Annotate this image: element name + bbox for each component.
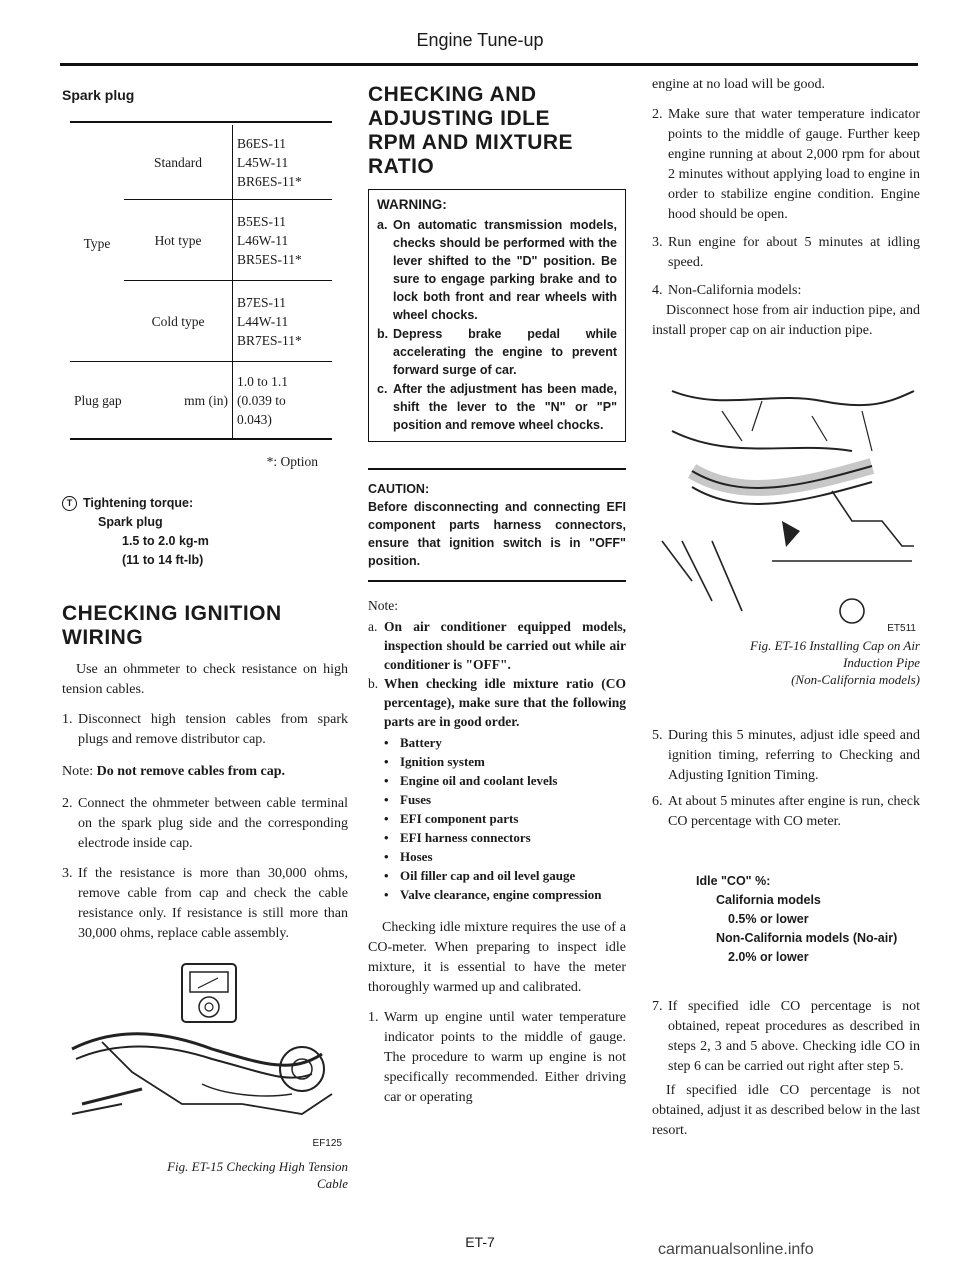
watermark: carmanualsonline.info	[658, 1241, 814, 1258]
value: B7ES-11	[237, 294, 287, 310]
co-meter-paragraph: Checking idle mixture requires the use of a CO-meter. When preparing to inspect idle mixture, it is essential to have the meter thoroughly warmed up and calibrated.	[368, 920, 626, 995]
heading-line: CHECKING IGNITION	[62, 602, 282, 625]
step-number: 1.	[368, 1010, 379, 1025]
list-item: • Ignition system	[384, 754, 485, 769]
value: L46W-11	[237, 232, 289, 248]
warning-item	[377, 380, 617, 434]
idle-heading	[368, 83, 626, 179]
ignition-heading	[62, 602, 348, 650]
heading-line: RATIO	[368, 155, 435, 178]
gap-cell	[70, 362, 233, 440]
step-2	[652, 105, 920, 225]
spec-line: 2.0% or lower	[728, 950, 809, 964]
caution-text: Before disconnecting and connecting EFI component parts harness connectors, ensure that ignition switch is in "OFF" position.	[368, 500, 626, 568]
list-item: • Engine oil and coolant levels	[384, 773, 558, 788]
warning-title: WARNING:	[377, 197, 447, 212]
step-number: 7.	[652, 999, 663, 1014]
gap-label: Plug gap	[74, 392, 122, 408]
list-item: • Battery	[384, 735, 442, 750]
step-text: Run engine for about 5 minutes at idling speed.	[668, 235, 920, 270]
ignition-step-3	[62, 864, 348, 944]
step-text: Non-California models:	[668, 283, 802, 298]
value: L44W-11	[237, 313, 289, 329]
value: BR6ES-11*	[237, 173, 302, 189]
item-label: b.	[377, 327, 389, 341]
step-number: 6.	[652, 794, 663, 809]
spec-line: California models	[716, 893, 821, 907]
step-7	[652, 997, 920, 1077]
page-number: ET-7	[465, 1234, 495, 1250]
row-values	[233, 281, 333, 362]
list-item: • Hoses	[384, 849, 433, 864]
step-text: Disconnect high tension cables from spark plugs and remove distributor cap.	[78, 712, 348, 747]
caption-line: Fig. ET-16 Installing Cap on Air	[750, 638, 920, 653]
step-number: 2.	[652, 107, 663, 122]
value: L45W-11	[237, 154, 289, 170]
heading-line: RPM AND MIXTURE	[368, 131, 574, 154]
step-number: 4.	[652, 283, 663, 298]
list-item: • EFI component parts	[384, 811, 519, 826]
step-text: At about 5 minutes after engine is run, check CO percentage with CO meter.	[668, 794, 920, 829]
heading-line: ADJUSTING IDLE	[368, 107, 551, 130]
heading-line: CHECKING AND	[368, 83, 537, 106]
heading-line: WIRING	[62, 626, 144, 649]
caption-line: Fig. ET-15 Checking High Tension	[167, 1159, 348, 1174]
idle-co-spec	[696, 872, 920, 967]
figure-caption	[652, 637, 920, 688]
item-label: a.	[368, 619, 378, 634]
ohmmeter-illustration	[62, 954, 348, 1154]
ignition-step-2	[62, 794, 348, 854]
torque-value-imperial: (11 to 14 ft-lb)	[122, 553, 204, 567]
step-text: If specified idle CO percentage is not obtained, repeat procedures as described in steps 2, 3 and 5 above. Checking idle CO in step 6 can be carried out right after step 5.	[668, 999, 920, 1074]
column-right	[652, 75, 920, 1151]
step-text: During this 5 minutes, adjust idle speed and ignition timing, referring to Checking and Adjusting Ignition Timing.	[668, 728, 920, 783]
step-text: Make sure that water temperature indicator points to the middle of gauge. Further keep engine running at about 2,000 rpm for about 2 minutes without applying load to engine in order to stabilize engine condition. Engine hood should be open.	[668, 107, 920, 222]
column-left	[62, 75, 348, 1192]
torque-spec	[62, 494, 348, 570]
figure-et16	[652, 371, 920, 633]
continued-text: engine at no load will be good.	[652, 77, 826, 92]
value: 1.0 to 1.1	[237, 373, 289, 389]
table-row	[70, 362, 332, 440]
caption-line: (Non-California models)	[791, 672, 920, 687]
gap-values	[233, 362, 333, 440]
spec-title: Idle "CO" %:	[696, 874, 771, 888]
torque-item: Spark plug	[98, 515, 163, 529]
note-label: Note:	[62, 764, 94, 779]
value: BR7ES-11*	[237, 332, 302, 348]
step-4	[652, 281, 920, 301]
warning-item	[377, 325, 617, 379]
note-text: Do not remove cables from cap.	[96, 764, 286, 779]
row-name: Cold type	[124, 281, 233, 362]
step-number: 2.	[62, 796, 73, 811]
note-label: Note:	[368, 598, 398, 613]
torque-value: 1.5 to 2.0 kg-m	[122, 534, 209, 548]
ignition-intro: Use an ohmmeter to check resistance on high tension cables.	[62, 662, 348, 697]
air-induction-illustration	[652, 371, 920, 633]
figure-label: EF125	[312, 1138, 342, 1149]
caution-title: CAUTION:	[368, 482, 430, 496]
step-number: 3.	[62, 866, 73, 881]
spec-line: 0.5% or lower	[728, 912, 809, 926]
caution-block	[368, 468, 626, 582]
value: B5ES-11	[237, 213, 287, 229]
list-item: • Oil filler cap and oil level gauge	[384, 868, 576, 883]
idle-notes	[368, 596, 626, 904]
note-item	[368, 617, 626, 674]
type-label: Type	[83, 235, 111, 251]
item-text: When checking idle mixture ratio (CO percentage), make sure that the following parts are in good order.	[384, 676, 626, 729]
torque-title: Tightening torque:	[83, 496, 194, 510]
item-label: b.	[368, 676, 379, 691]
ignition-step-1	[62, 710, 348, 750]
table-row	[70, 125, 332, 200]
caption-line: Cable	[316, 1176, 348, 1191]
figure-label: ET511	[887, 623, 916, 634]
item-text: Depress brake pedal while accelerating the engine to prevent forward surge of car.	[393, 327, 617, 377]
item-text: On air conditioner equipped models, inspection should be carried out while air conditioner is "OFF".	[384, 619, 626, 672]
step-text: Connect the ohmmeter between cable terminal on the spark plug side and the corresponding electrode inside cap.	[78, 796, 348, 851]
step-number: 5.	[652, 728, 663, 743]
figure-caption	[62, 1158, 348, 1192]
idle-step-1	[368, 1008, 626, 1108]
note-item	[368, 674, 626, 731]
last-resort-paragraph: If specified idle CO percentage is not obtained, adjust it as described below in the last resort.	[652, 1083, 920, 1138]
item-label: c.	[377, 382, 388, 396]
row-values	[233, 200, 333, 281]
gap-unit: mm (in)	[184, 392, 228, 408]
step-number: 1.	[62, 712, 73, 727]
list-item: • Valve clearance, engine compression	[384, 887, 602, 902]
row-name: Standard	[154, 154, 202, 170]
list-item: • EFI harness connectors	[384, 830, 531, 845]
ignition-note	[62, 762, 348, 782]
warning-box	[368, 189, 626, 442]
spec-line: Non-California models (No-air)	[716, 931, 898, 945]
value: 0.043)	[237, 411, 272, 427]
header-rule	[60, 63, 918, 66]
spark-plug-table	[70, 121, 332, 442]
column-middle	[368, 75, 626, 1108]
step-number: 3.	[652, 235, 663, 250]
caption-line: Induction Pipe	[843, 655, 920, 670]
row-name: Hot type	[124, 200, 233, 281]
list-item: • Fuses	[384, 792, 432, 807]
warning-item	[377, 216, 617, 324]
check-list	[384, 733, 626, 904]
value: B6ES-11	[237, 135, 287, 151]
torque-icon: T	[62, 496, 77, 511]
spark-plug-title: Spark plug	[62, 87, 135, 103]
step-5	[652, 726, 920, 786]
step-6	[652, 792, 920, 832]
option-note: *: Option	[266, 454, 318, 469]
step-text: Warm up engine until water temperature indicator points to the middle of gauge. The procedure to warm up engine is not specifically recommended. Either driving car or operating	[384, 1010, 626, 1105]
row-values	[233, 125, 333, 200]
item-label: a.	[377, 218, 388, 232]
value: BR5ES-11*	[237, 251, 302, 267]
figure-et15	[62, 954, 348, 1154]
step-3	[652, 233, 920, 273]
step-text: If the resistance is more than 30,000 ohms, remove cable from cap and check the cable resistance only. If resistance is still more than 30,000 ohms, replace cable assembly.	[78, 866, 348, 941]
item-text: After the adjustment has been made, shift the lever to the "N" or "P" position and remove wheel chocks.	[393, 382, 617, 432]
value: (0.039 to	[237, 392, 286, 408]
item-text: On automatic transmission models, checks should be performed with the lever shifted to the "D" position. Be sure to engage parking brake and to lock both front and rear wheels with wheel chocks.	[393, 218, 617, 322]
step-4-detail: Disconnect hose from air induction pipe, and install proper cap on air induction pipe.	[652, 303, 920, 338]
page-header: Engine Tune-up	[416, 30, 544, 50]
